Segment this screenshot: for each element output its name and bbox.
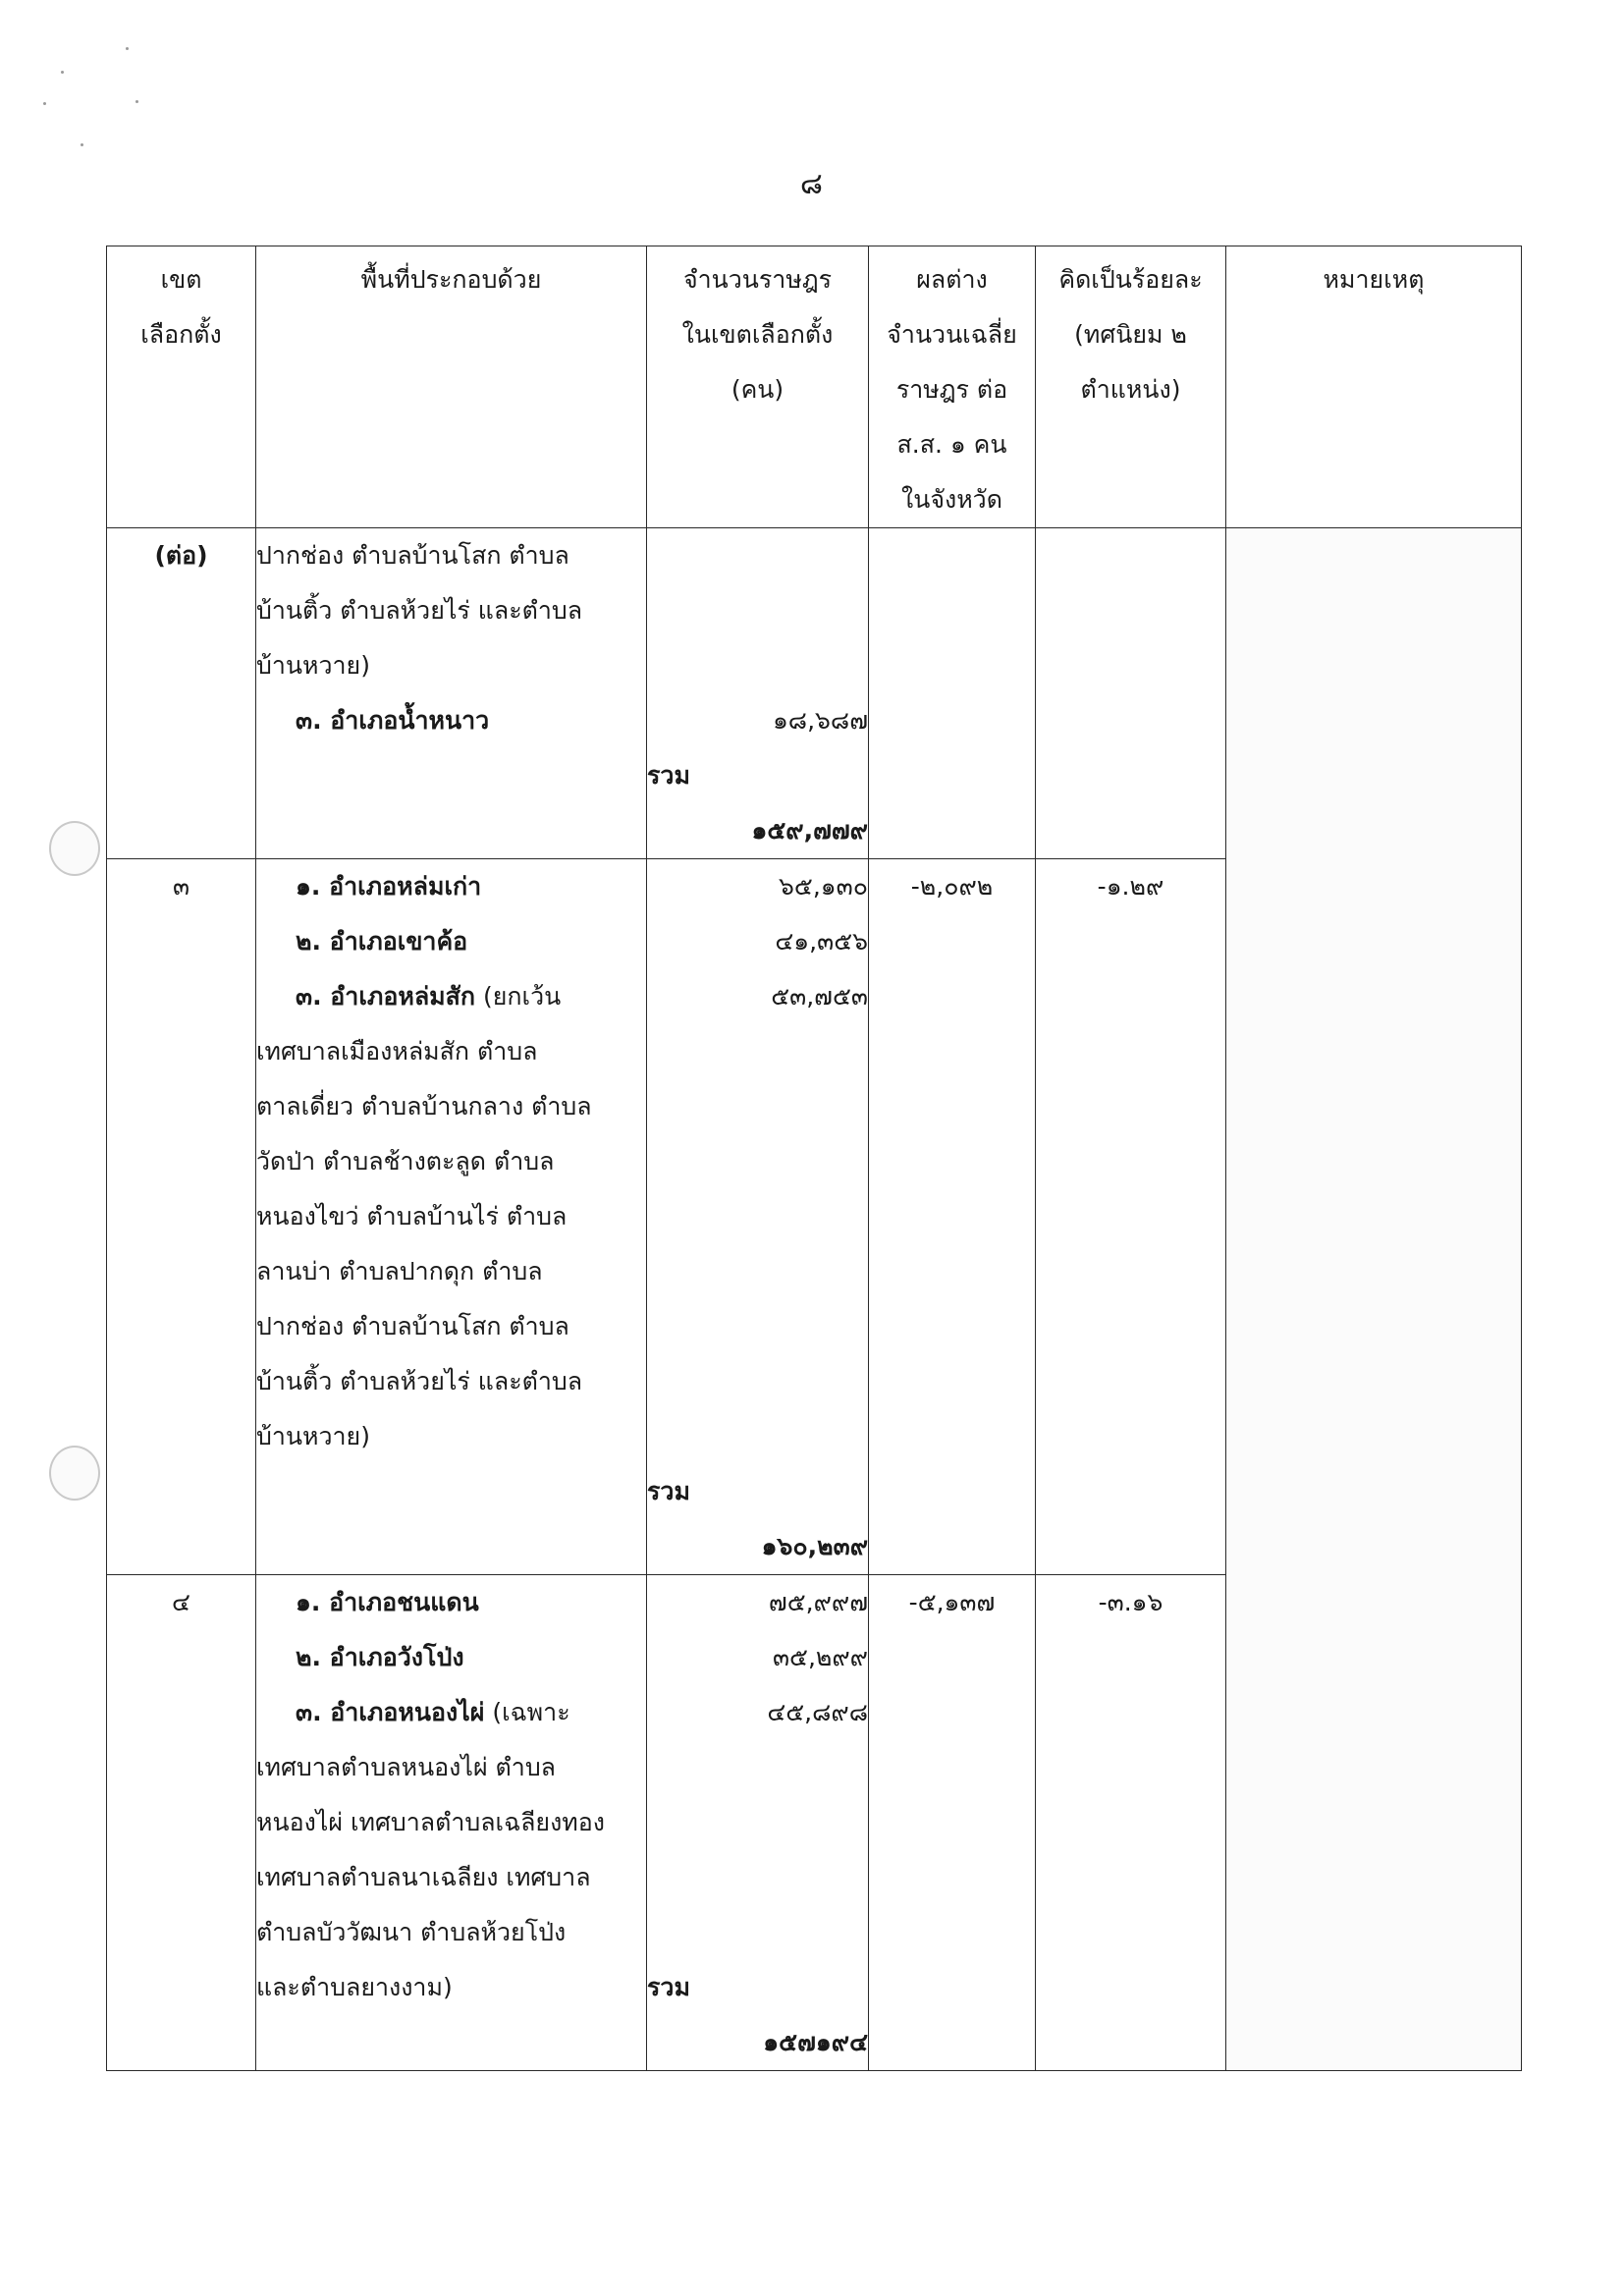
scan-speck [81,143,83,146]
difference-cell: -๕,๑๓๗ [869,1575,1036,2071]
district-population: ๖๕,๑๓๐ [779,872,868,901]
district-name: ๓. อำเภอหนองไผ่ [296,1698,485,1726]
area-line: บ้านหวาย) [256,651,370,680]
page-number: ๘ [799,167,824,201]
area-line: หนองไผ่ เทศบาลตำบลเฉลียงทอง [256,1808,605,1836]
header-line: ราษฎร ต่อ [895,375,1008,404]
area-cell [256,528,647,859]
table-header-row [107,246,1522,528]
header-line: พื้นที่ประกอบด้วย [360,265,542,294]
district-line: ๑. อำเภอชนแดน [296,1588,479,1616]
area-line: ลานบ่า ตำบลปากดุก ตำบล [256,1257,543,1285]
header-percent [1036,246,1226,528]
zone-cell: (ต่อ) [107,528,256,859]
district-line: ๒. อำเภอวังโป่ง [296,1643,464,1671]
header-population [647,246,869,528]
area-line: บ้านติ้ว ตำบลห้วยไร่ และตำบล [256,596,583,625]
header-line: ตำแหน่ง) [1080,375,1181,404]
district-note: (เฉพาะ [484,1698,570,1726]
header-line: ในจังหวัด [901,485,1002,514]
area-line: ปากช่อง ตำบลบ้านโสก ตำบล [256,541,569,570]
area-line: เทศบาลตำบลหนองไผ่ ตำบล [256,1753,557,1781]
district-note: (ยกเว้น [475,982,562,1011]
punch-hole [49,1446,100,1501]
area-line: และตำบลยางงาม) [256,1973,453,2001]
area-line: ตาลเดี่ยว ตำบลบ้านกลาง ตำบล [256,1092,592,1121]
district-line [256,1685,646,1740]
zone-cell: ๔ [107,1575,256,2071]
header-zone [107,246,256,528]
district-population: ๑๘,๖๘๗ [772,706,868,735]
header-line: เขต [160,265,202,294]
district-population: ๓๕,๒๙๙ [772,1643,868,1671]
percent-cell [1036,528,1226,859]
scan-speck [43,102,46,105]
header-line: (ทศนิยม ๒ [1074,320,1187,349]
percent-cell: -๓.๑๖ [1036,1575,1226,2071]
area-line: ปากช่อง ตำบลบ้านโสก ตำบล [256,1312,569,1340]
district-line: ๑. อำเภอหล่มเก่า [296,872,482,901]
area-line: ตำบลบัววัฒนา ตำบลห้วยโป่ง [256,1918,567,1946]
area-line: บ้านหวาย) [256,1422,370,1450]
area-cell [256,859,647,1575]
scan-speck [61,71,64,74]
district-population: ๔๑,๓๕๖ [775,927,868,956]
total-label: รวม [647,761,690,790]
header-line: (คน) [730,375,784,404]
electoral-district-table [106,246,1522,2071]
area-line: เทศบาลตำบลนาเฉลียง เทศบาล [256,1863,591,1891]
area-line: หนองไขว่ ตำบลบ้านไร่ ตำบล [256,1202,568,1230]
population-cell [647,859,869,1575]
zone-cell: ๓ [107,859,256,1575]
district-line: ๒. อำเภอเขาค้อ [296,927,468,956]
area-line: วัดป่า ตำบลช้างตะลูด ตำบล [256,1147,555,1175]
percent-cell: -๑.๒๙ [1036,859,1226,1575]
header-line: หมายเหตุ [1323,265,1425,294]
area-line: บ้านติ้ว ตำบลห้วยไร่ และตำบล [256,1367,583,1395]
district-line: ๓. อำเภอน้ำหนาว [296,706,490,735]
header-line: คิดเป็นร้อยละ [1058,265,1203,294]
header-line: ผลต่าง [916,265,988,294]
header-line: เลือกตั้ง [140,320,222,349]
total-population: ๑๖๐,๒๓๙ [761,1532,868,1560]
difference-cell [869,528,1036,859]
area-cell [256,1575,647,2071]
header-line: จำนวนเฉลี่ย [887,320,1017,349]
district-population: ๔๕,๘๙๘ [767,1698,868,1726]
scan-speck [126,47,129,50]
difference-cell: -๒,๐๙๒ [869,859,1036,1575]
total-population: ๑๕๗๑๙๔ [763,2028,868,2056]
total-label: รวม [647,1973,690,2001]
header-remarks [1226,246,1522,528]
district-population: ๗๕,๙๙๗ [768,1588,868,1616]
punch-hole [49,821,100,876]
population-cell [647,1575,869,2071]
header-area [256,246,647,528]
header-line: จำนวนราษฎร [682,265,833,294]
scan-speck [135,100,138,103]
remarks-cell [1226,528,1522,2071]
header-line: ส.ส. ๑ คน [896,430,1007,459]
table-row [107,528,1522,859]
area-line: เทศบาลเมืองหล่มสัก ตำบล [256,1037,538,1066]
population-cell [647,528,869,859]
district-name: ๓. อำเภอหล่มสัก [296,982,476,1011]
district-population: ๕๓,๗๕๓ [771,982,868,1011]
total-label: รวม [647,1477,690,1505]
district-line [256,969,646,1024]
header-line: ในเขตเลือกตั้ง [681,320,834,349]
header-difference [869,246,1036,528]
total-population: ๑๕๙,๗๗๙ [751,816,868,845]
